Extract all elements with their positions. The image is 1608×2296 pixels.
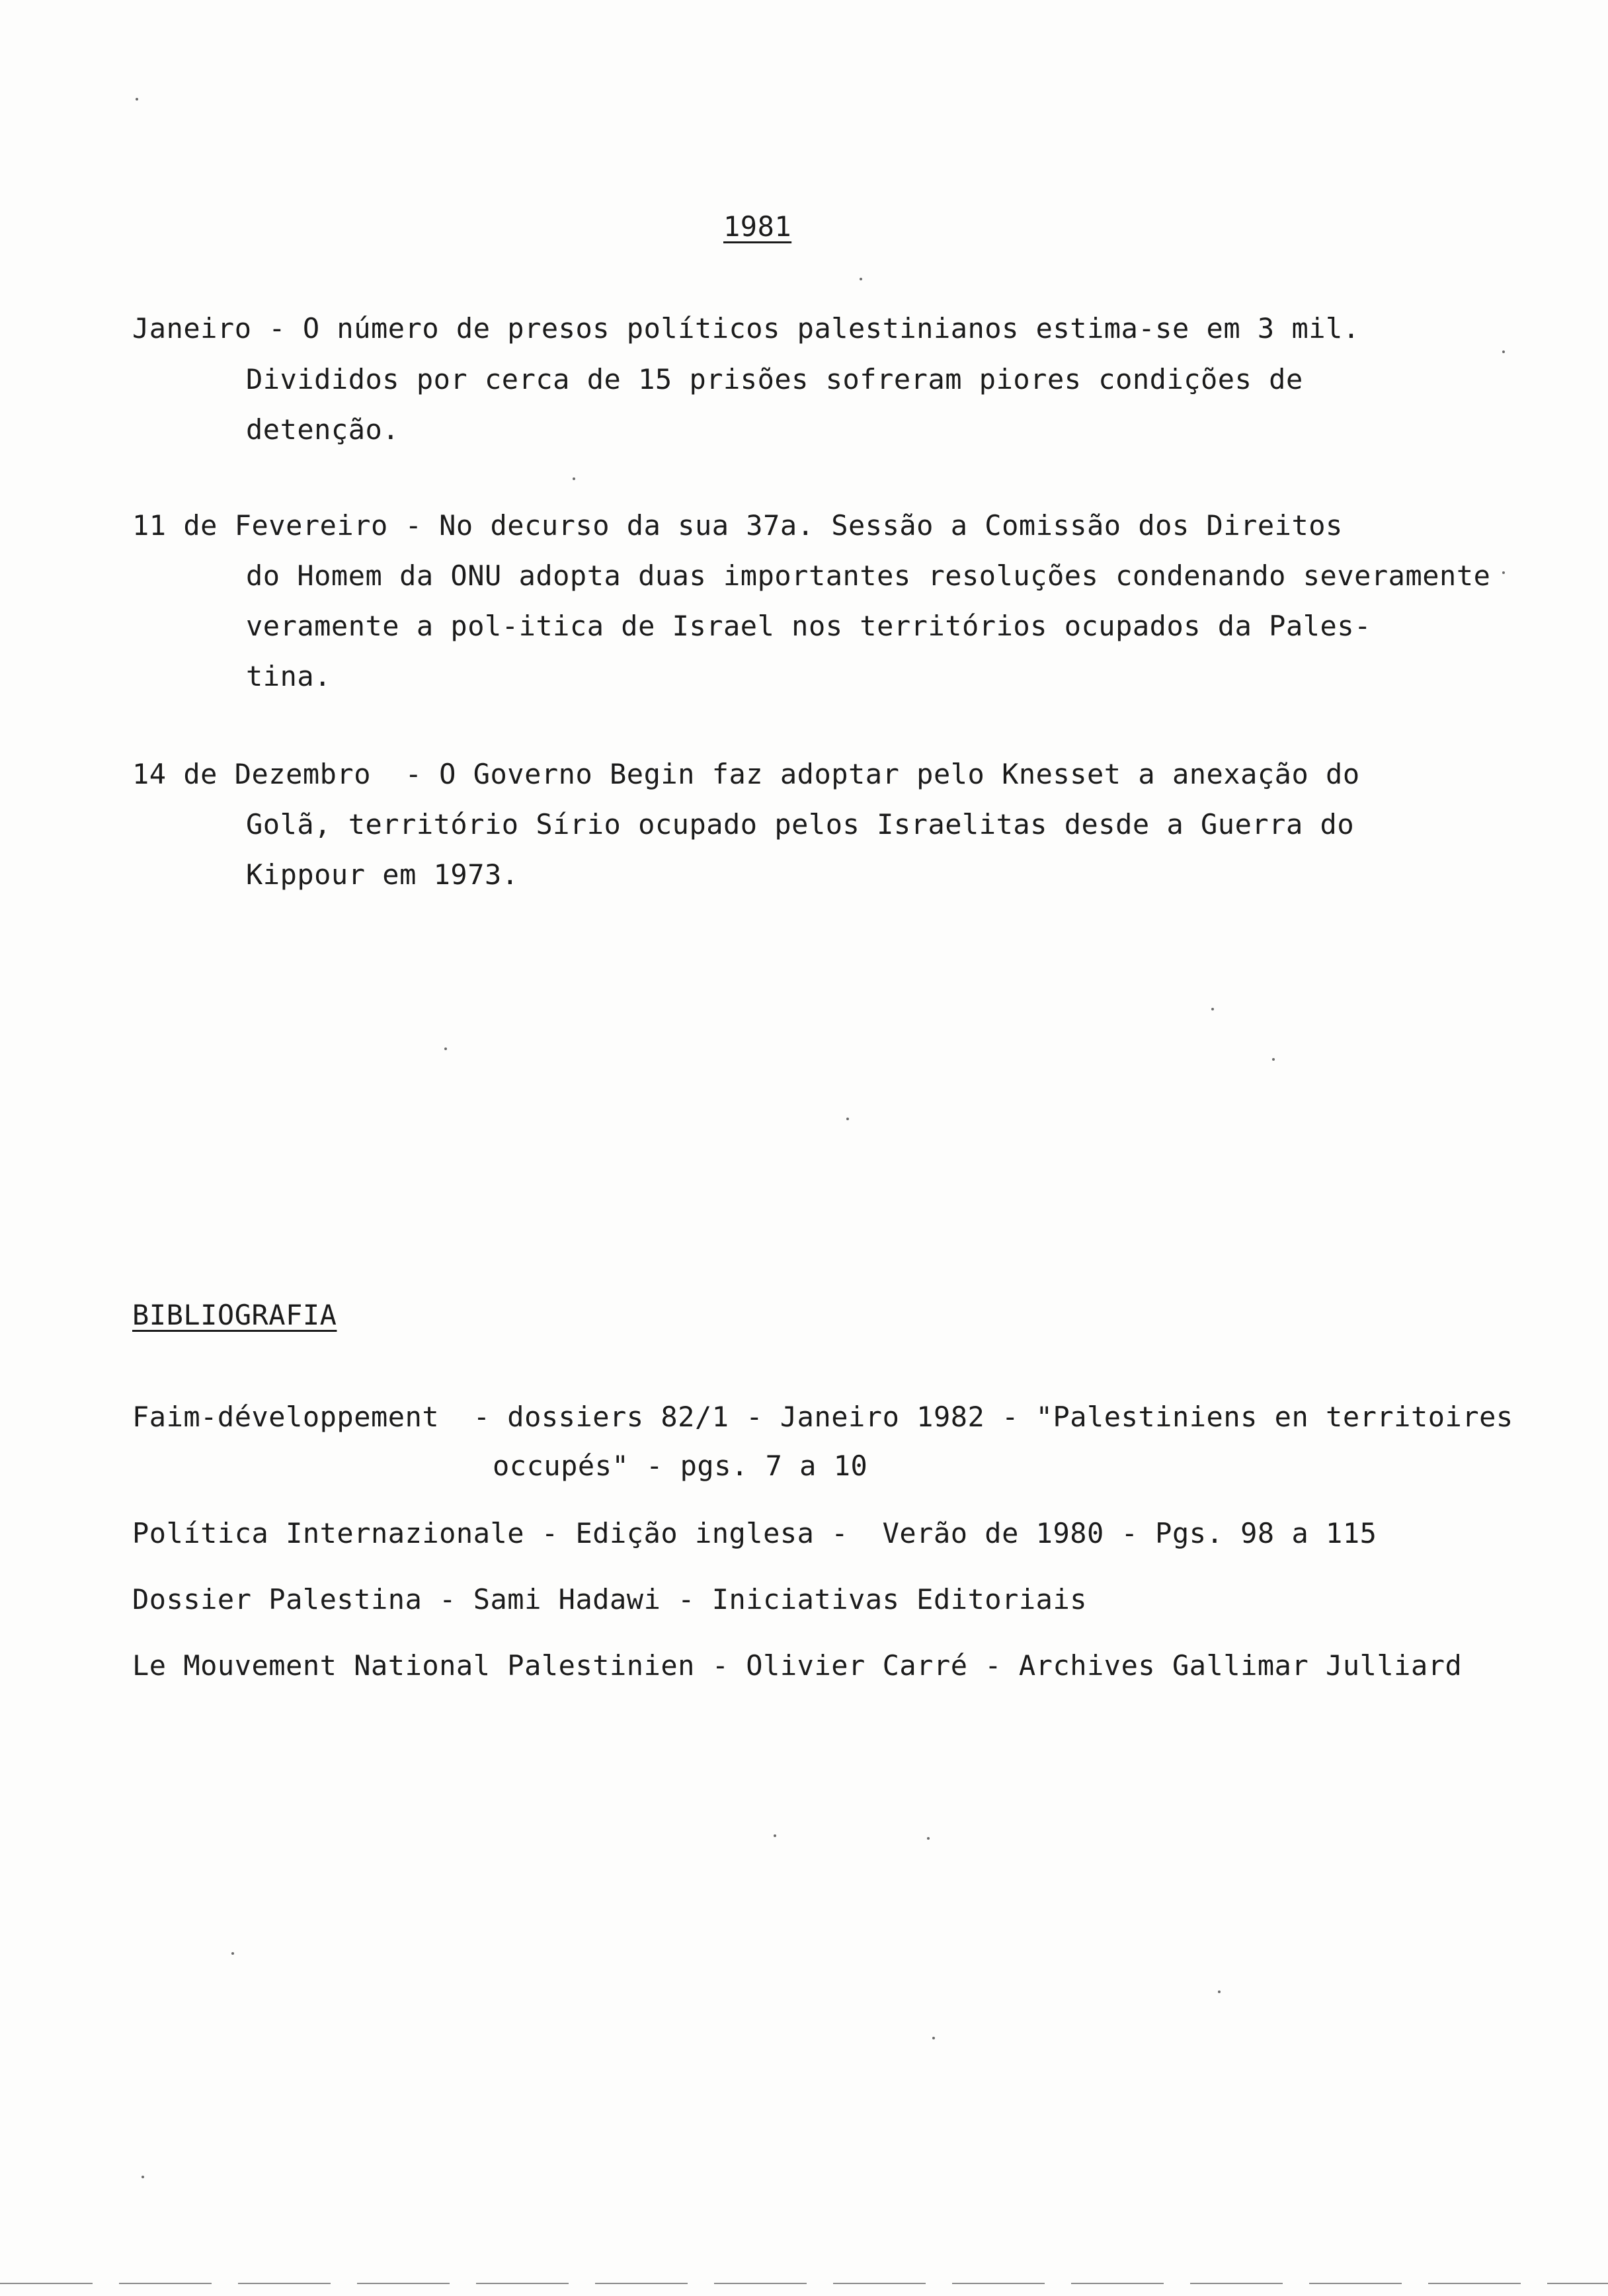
scan-speck	[846, 1118, 849, 1120]
scan-speck	[1218, 1990, 1221, 1993]
scan-speck	[1502, 571, 1505, 574]
bibliography-heading: BIBLIOGRAFIA	[132, 1299, 337, 1331]
bibliography-item: Política Internazionale - Edição inglesa - Verão de 1980 - Pgs. 98 a 115	[132, 1517, 1377, 1549]
scan-speck	[774, 1834, 776, 1837]
page-title: 1981	[723, 210, 792, 243]
entry-line: Kippour em 1973.	[246, 858, 519, 891]
entry-line: Golã, território Sírio ocupado pelos Israelitas desde a Guerra do	[246, 808, 1355, 840]
entry-line: veramente a pol-itica de Israel nos territórios ocupados da Pales-	[246, 610, 1371, 642]
bibliography-item-continuation: occupés" - pgs. 7 a 10	[493, 1450, 868, 1482]
scan-speck	[1502, 350, 1505, 353]
entry-line: 14 de Dezembro - O Governo Begin faz adoptar pelo Knesset a anexação do	[132, 758, 1360, 790]
entry-line: tina.	[246, 660, 331, 692]
entry-line: detenção.	[246, 413, 400, 446]
scan-speck	[927, 1837, 930, 1840]
scan-speck	[1272, 1058, 1275, 1061]
entry-line: 11 de Fevereiro - No decurso da sua 37a. Sessão a Comissão dos Direitos	[132, 509, 1343, 542]
entry-line: Janeiro - O número de presos políticos palestinianos estima-se em 3 mil.	[132, 312, 1360, 345]
scan-speck	[136, 98, 138, 101]
scan-speck	[141, 2176, 144, 2178]
bibliography-item: Dossier Palestina - Sami Hadawi - Iniciativas Editoriais	[132, 1583, 1088, 1616]
scan-edge-line	[0, 2283, 1608, 2284]
scan-speck	[231, 1952, 234, 1955]
scan-speck	[932, 2037, 935, 2039]
scan-speck	[573, 477, 575, 480]
bibliography-item: Le Mouvement National Palestinien - Olivier Carré - Archives Gallimar Julliard	[132, 1649, 1463, 1682]
entry-line: do Homem da ONU adopta duas importantes resoluções condenando severamente	[246, 559, 1491, 592]
scan-speck	[860, 278, 862, 280]
scan-speck	[1211, 1008, 1214, 1010]
scan-speck	[444, 1047, 447, 1050]
entry-line: Divididos por cerca de 15 prisões sofreram piores condições de	[246, 363, 1303, 395]
bibliography-item: Faim-développement - dossiers 82/1 - Janeiro 1982 - "Palestiniens en territoires	[132, 1401, 1513, 1433]
